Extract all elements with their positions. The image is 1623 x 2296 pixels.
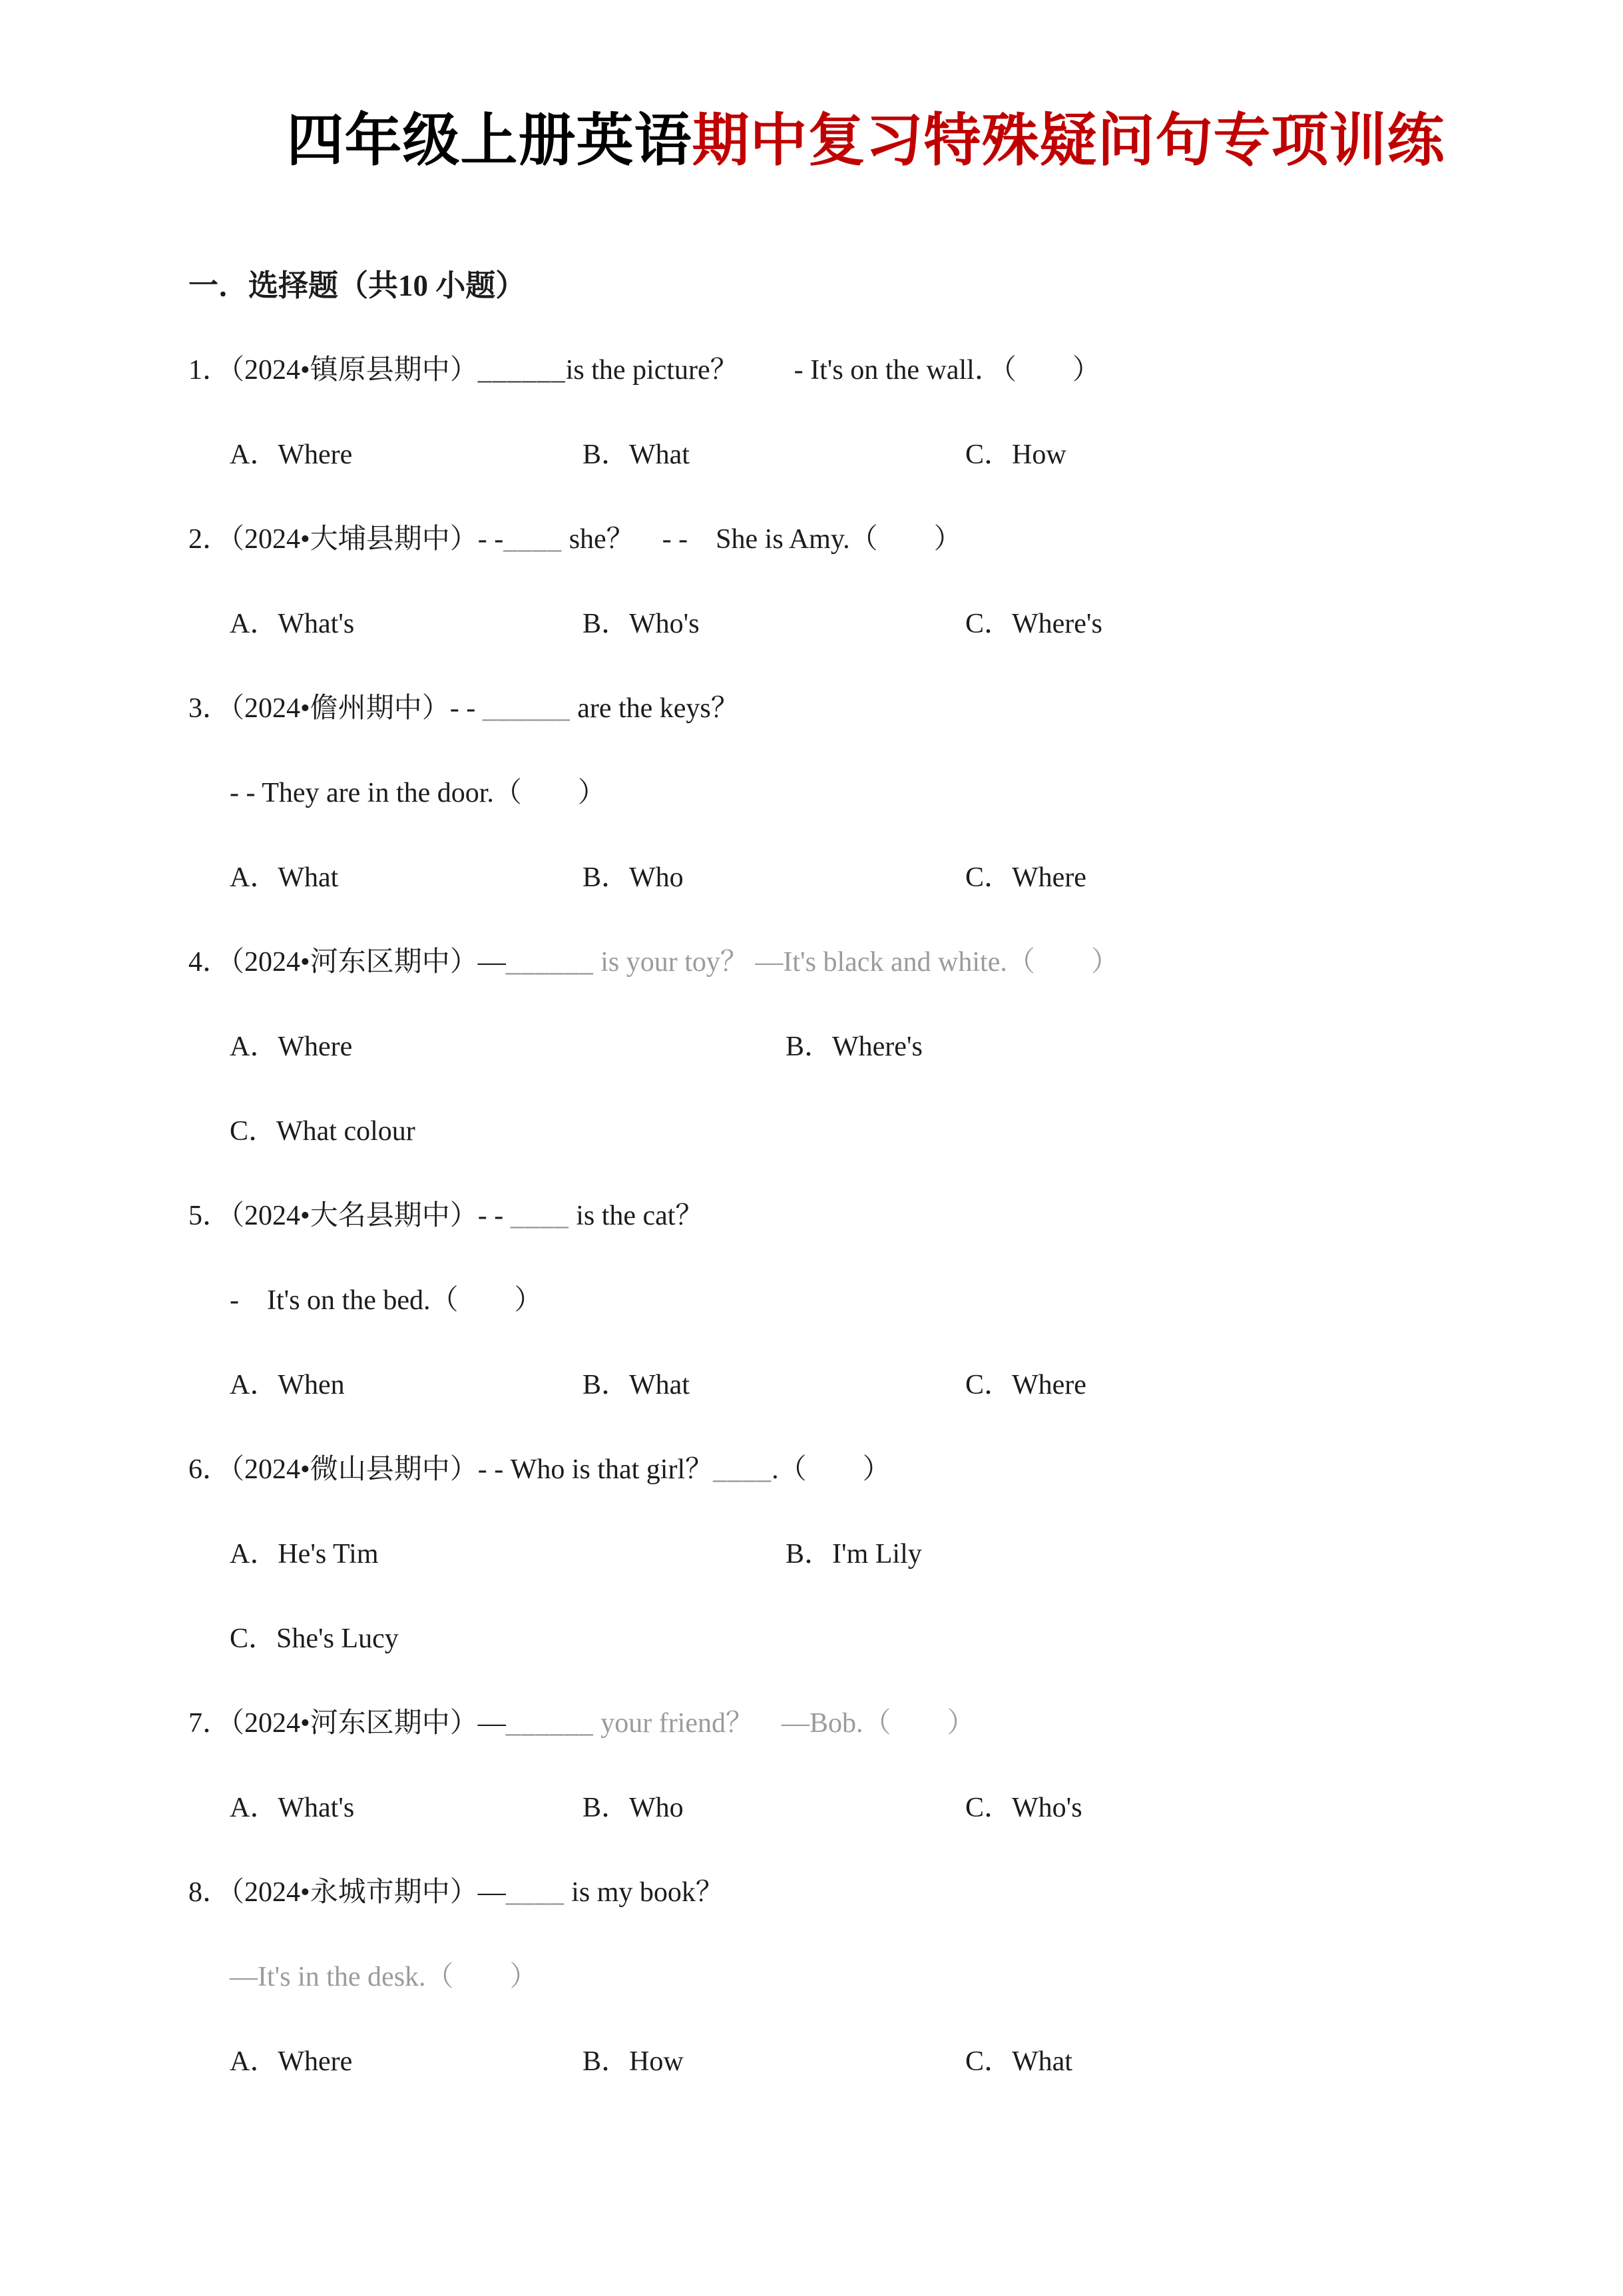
title-grade-part: 四年级上册英语 [286,109,692,172]
option-text: What [278,862,339,893]
question-1-option-B [582,413,690,497]
question-8-text-segment-3: is my book？ [564,1876,724,1908]
option-letter: A． [230,1792,278,1823]
question-3-options-row-1 [188,836,1490,920]
question-8-options-row-1 [188,2020,1490,2104]
question-5-option-A [230,1343,345,1428]
question-1-text-segment-3: is the picture？ [565,354,738,386]
question-3-text-segment-1: - - They are in the door.（ ） [230,777,606,808]
option-letter: C． [965,2046,1013,2077]
question-4-text-segment-1: 4．（2024•河东区期中）— [188,946,506,978]
option-text: How [629,2046,684,2077]
option-letter: C． [965,862,1013,893]
question-7-option-A [230,1766,354,1851]
question-5-options-row-1 [188,1343,1490,1428]
question-5-text-segment-1: - It's on the bed.（ ） [230,1285,543,1316]
question-2-line-1 [188,497,1490,582]
question-8-text-segment-1: —It's in the desk.（ ） [230,1961,538,1992]
option-text: What [629,1369,690,1400]
question-4-option-B [786,1005,923,1089]
option-letter: C． [965,1369,1013,1400]
option-text: She's Lucy [276,1623,399,1654]
option-text: Who's [1012,1792,1082,1823]
option-letter: A． [230,439,278,470]
section-heading: 一．选择题（共10 小题） [188,268,526,302]
question-7-text-segment-2: ______ [505,1707,594,1739]
option-letter: A． [230,1538,278,1570]
question-1-options-row-1 [188,413,1490,497]
option-text: Where's [1012,608,1102,639]
question-1-text-segment-1: 1．（2024•镇原县期中） [188,354,478,386]
option-letter: A． [230,1369,278,1400]
option-text: Where [1012,862,1086,893]
question-3-text-segment-3: are the keys？ [570,693,739,724]
option-letter: C． [965,1792,1013,1823]
option-text: What's [278,608,355,639]
question-5-text-segment-2: ____ [510,1200,569,1231]
question-2-option-C [965,582,1102,667]
question-5-line-1 [188,1174,1490,1259]
question-7-text-segment-1: 7．（2024•河东区期中）— [188,1707,506,1739]
option-letter: C． [965,439,1013,470]
question-3-option-C [965,836,1086,920]
option-text: How [1012,439,1066,470]
question-8-text-segment-1: 8．（2024•永城市期中）— [188,1876,506,1908]
option-text: What [629,439,690,470]
option-letter: C． [230,1115,277,1147]
option-text: When [278,1369,345,1400]
option-letter: A． [230,608,278,639]
question-5-line-2 [188,1259,1490,1343]
question-1-option-A [230,413,352,497]
option-text: What's [278,1792,355,1823]
option-text: Who [629,1792,684,1823]
question-4-line-1 [188,920,1490,1005]
question-7-option-B [582,1766,684,1851]
question-8-option-C [965,2020,1072,2104]
question-8-line-1 [188,1851,1490,1935]
option-text: Where [278,1031,353,1062]
option-letter: B． [582,1792,630,1823]
question-6-text-segment-2: ____ [713,1454,772,1485]
option-text: I'm Lily [832,1538,922,1570]
title-topic-part: 期中复习特殊疑问句专项训练 [692,109,1445,172]
question-6-line-1 [188,1428,1490,1512]
question-3-option-A [230,836,338,920]
question-6-option-C [230,1597,399,1681]
option-text: Where [278,439,353,470]
option-letter: A． [230,2046,278,2077]
option-letter: B． [582,439,630,470]
question-4-text-segment-2: ______ [505,946,594,978]
option-text: What colour [276,1115,415,1147]
question-1-option-C [965,413,1066,497]
question-2-text-segment-2: ____ [503,523,563,555]
question-7-option-C [965,1766,1082,1851]
page-title [215,0,1516,174]
question-6-options-row-1 [188,1512,1490,1597]
option-letter: B． [582,1369,630,1400]
question-6-option-A [230,1512,379,1597]
option-letter: B． [582,2046,630,2077]
question-2-option-B [582,582,700,667]
question-7-text-segment-3: your friend？ —Bob.（ ） [593,1707,975,1739]
option-letter: A． [230,862,278,893]
option-letter: C． [965,608,1013,639]
option-text: Who's [629,608,700,639]
option-letter: B． [582,608,630,639]
question-6-options-row-2 [188,1597,1490,1681]
question-5-option-C [965,1343,1086,1428]
question-1-text-segment-2: ______ [477,354,566,386]
option-text: Where [278,2046,353,2077]
question-3-line-1 [188,667,1490,751]
question-3-option-B [582,836,684,920]
question-5-text-segment-1: 5．（2024•大名县期中）- - [188,1200,511,1231]
option-text: Where [1012,1369,1086,1400]
option-letter: B． [786,1538,833,1570]
option-text: What [1012,2046,1072,2077]
question-8-option-A [230,2020,352,2104]
question-7-line-1 [188,1681,1490,1766]
question-5-option-B [582,1343,690,1428]
question-3-text-segment-2: ______ [482,693,571,724]
question-5-text-segment-3: is the cat？ [569,1200,704,1231]
question-8-option-B [582,2020,684,2104]
question-4-options-row-1 [188,1005,1490,1089]
option-text: Where's [832,1031,923,1062]
question-3-line-2 [188,751,1490,836]
question-1-line-1 [188,328,1490,413]
question-2-text-segment-3: she？ - - She is Amy.（ ） [562,523,962,555]
questions-container [188,328,1490,2104]
option-letter: A． [230,1031,278,1062]
option-letter: C． [230,1623,277,1654]
question-6-option-B [786,1512,922,1597]
option-text: Who [629,862,684,893]
option-letter: B． [582,862,630,893]
question-7-options-row-1 [188,1766,1490,1851]
question-1-text-segment-4: - It's on the wall．（ ） [738,354,1100,386]
question-2-option-A [230,582,354,667]
question-4-option-A [230,1005,352,1089]
question-4-options-row-2 [188,1089,1490,1174]
option-letter: B． [786,1031,833,1062]
question-2-options-row-1 [188,582,1490,667]
option-text: He's Tim [278,1538,379,1570]
question-8-line-2 [188,1935,1490,2020]
question-8-text-segment-2: ____ [505,1876,565,1908]
question-4-option-C [230,1089,415,1174]
question-4-text-segment-3: is your toy？ —It's black and white.（ ） [593,946,1119,978]
question-6-text-segment-3: .（ ） [772,1454,891,1485]
question-2-text-segment-1: 2．（2024•大埔县期中）- - [188,523,504,555]
question-3-text-segment-1: 3．（2024•儋州期中）- - [188,693,483,724]
question-6-text-segment-1: 6．（2024•微山县期中）- - Who is that girl？ [188,1454,714,1485]
